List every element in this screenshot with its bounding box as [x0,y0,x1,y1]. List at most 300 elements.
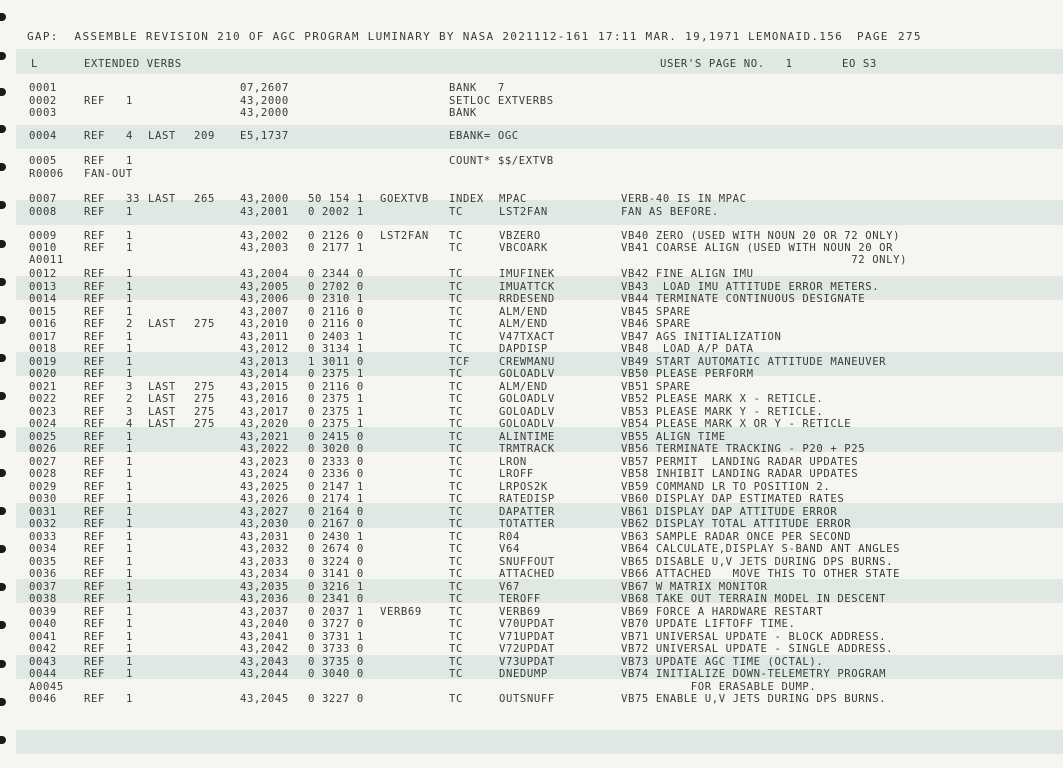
opcode: TC [449,618,463,630]
ref-label: REF [84,230,105,242]
opcode: TC [449,281,463,293]
ref-count: 1 [126,581,133,593]
address: 43,2026 [240,493,289,505]
line-number: 0043 [29,656,57,668]
address: 43,2012 [240,343,289,355]
address: 43,2010 [240,318,289,330]
address: 43,2016 [240,393,289,405]
line-number: A0045 [29,681,64,693]
comment: VERB-40 IS IN MPAC [621,193,747,205]
ref-label: REF [84,631,105,643]
ref-label: REF [84,493,105,505]
ref-label: REF [84,468,105,480]
last-label: LAST [148,381,176,393]
line-number: 0001 [29,82,57,94]
address: 43,2000 [240,193,289,205]
ref-label: REF [84,618,105,630]
octal-code: 0 2310 1 [308,293,364,305]
ref-label: REF [84,343,105,355]
opcode: TC [449,518,463,530]
comment: VB63 SAMPLE RADAR ONCE PER SECOND [621,531,852,543]
ref-count: 1 [126,481,133,493]
ref-label: REF [84,668,105,680]
comment: VB66 ATTACHED MOVE THIS TO OTHER STATE [621,568,901,580]
ref-count: 1 [126,306,133,318]
octal-code: 0 3735 0 [308,656,364,668]
line-number: 0040 [29,618,57,630]
line-number: 0022 [29,393,57,405]
address: 43,2036 [240,593,289,605]
feed-hole [0,13,6,21]
octal-code: 0 3727 0 [308,618,364,630]
line-number: 0010 [29,242,57,254]
opcode: TC [449,268,463,280]
operand: DAPDISP [499,343,548,355]
ref-count: 1 [126,606,133,618]
line-number: 0015 [29,306,57,318]
address: 43,2023 [240,456,289,468]
ref-label: REF [84,406,105,418]
last-label: LAST [148,318,176,330]
operand: TRMTRACK [499,443,555,455]
operand: V70UPDAT [499,618,555,630]
opcode: TC [449,531,463,543]
line-number: 0014 [29,293,57,305]
operand: V73UPDAT [499,656,555,668]
octal-code: 0 2116 0 [308,318,364,330]
line-number: 0035 [29,556,57,568]
line-number: 0027 [29,456,57,468]
address: 43,2045 [240,693,289,705]
feed-hole [0,736,6,744]
comment: VB74 INITIALIZE DOWN-TELEMETRY PROGRAM [621,668,887,680]
octal-code: 0 3020 0 [308,443,364,455]
last-page: 275 [194,381,215,393]
line-number: 0020 [29,368,57,380]
ref-label: REF [84,543,105,555]
ref-count: 1 [126,531,133,543]
ref-count: 1 [126,543,133,555]
line-number: 0013 [29,281,57,293]
comment: VB68 TAKE OUT TERRAIN MODEL IN DESCENT [621,593,887,605]
operand: TEROFF [499,593,541,605]
opcode: TC [449,406,463,418]
octal-code: 0 2341 0 [308,593,364,605]
address: 43,2044 [240,668,289,680]
operand: V72UPDAT [499,643,555,655]
octal-code: 0 3224 0 [308,556,364,568]
eo-label: EO S3 [842,58,877,70]
line-number: 0046 [29,693,57,705]
address: 43,2013 [240,356,289,368]
ref-count: 1 [126,431,133,443]
ref-label: REF [84,206,105,218]
octal-code: 0 2037 1 [308,606,364,618]
opcode: TC [449,643,463,655]
ref-label: REF [84,456,105,468]
octal-code: 0 3227 0 [308,693,364,705]
ref-count: 1 [126,293,133,305]
operand: ALM/END [499,318,548,330]
opcode: TC [449,456,463,468]
octal-code: 0 2002 1 [308,206,364,218]
comment: VB41 COARSE ALIGN (USED WITH NOUN 20 OR [621,242,894,254]
feed-hole [0,163,6,171]
opcode: TC [449,331,463,343]
octal-code: 0 2147 1 [308,481,364,493]
line-number: 0025 [29,431,57,443]
address: 43,2021 [240,431,289,443]
ref-label: REF [84,155,105,167]
comment: VB71 UNIVERSAL UPDATE - BLOCK ADDRESS. [621,631,887,643]
address: 43,2033 [240,556,289,568]
ref-label: REF [84,331,105,343]
tractor-feed-holes [0,0,14,768]
line-number: 0012 [29,268,57,280]
opcode: TC [449,368,463,380]
comment: VB52 PLEASE MARK X - RETICLE. [621,393,824,405]
address: 43,2006 [240,293,289,305]
comment: VB65 DISABLE U,V JETS DURING DPS BURNS. [621,556,894,568]
octal-code: 0 2174 1 [308,493,364,505]
opcode: TC [449,306,463,318]
ref-count: 1 [126,242,133,254]
opcode: TC [449,506,463,518]
ref-count: 1 [126,331,133,343]
operand: LRON [499,456,527,468]
address: 43,2017 [240,406,289,418]
octal-code: 1 3011 0 [308,356,364,368]
operand: OUTSNUFF [499,693,555,705]
feed-hole [0,621,6,629]
address: 43,2022 [240,443,289,455]
ref-label: REF [84,556,105,568]
line-number: 0024 [29,418,57,430]
operand: DNEDUMP [499,668,548,680]
address: E5,1737 [240,130,289,142]
section-title: EXTENDED VERBS [84,58,182,70]
line-number: 0033 [29,531,57,543]
ref-label: REF [84,568,105,580]
feed-hole [0,240,6,248]
comment: VB47 AGS INITIALIZATION [621,331,782,343]
opcode: INDEX [449,193,484,205]
comment: VB48 LOAD A/P DATA [621,343,754,355]
ref-count: 1 [126,631,133,643]
ref-label: REF [84,95,105,107]
line-number: A0011 [29,254,64,266]
ref-label: REF [84,318,105,330]
operand: GOLOADLV [499,406,555,418]
opcode: TC [449,543,463,555]
ref-label: REF [84,242,105,254]
address: 43,2003 [240,242,289,254]
last-page: 265 [194,193,215,205]
address: 43,2001 [240,206,289,218]
ref-count: 33 [126,193,140,205]
opcode: TC [449,242,463,254]
line-number: 0023 [29,406,57,418]
operand: LRPOS2K [499,481,548,493]
operand: SNUFFOUT [499,556,555,568]
ref-label: REF [84,381,105,393]
opcode: TC [449,381,463,393]
operand: ALM/END [499,306,548,318]
ref-count: 4 [126,130,133,142]
comment: VB49 START AUTOMATIC ATTITUDE MANEUVER [621,356,887,368]
line-number: 0044 [29,668,57,680]
line-number: 0005 [29,155,57,167]
opcode: TC [449,431,463,443]
operand: V64 [499,543,520,555]
address: 43,2027 [240,506,289,518]
operand: V47TXACT [499,331,555,343]
ref-count: 1 [126,556,133,568]
line-number: 0042 [29,643,57,655]
ref-label: REF [84,281,105,293]
line-number: 0039 [29,606,57,618]
opcode: TC [449,230,463,242]
feed-hole [0,583,6,591]
line-number: 0016 [29,318,57,330]
ref-label: REF [84,393,105,405]
address: 43,2041 [240,631,289,643]
line-number: 0041 [29,631,57,643]
last-label: LAST [148,393,176,405]
last-label: LAST [148,406,176,418]
octal-code: 50 154 1 [308,193,364,205]
line-number: 0038 [29,593,57,605]
opcode: TC [449,481,463,493]
users-page-label: USER'S PAGE NO. 1 [660,58,793,70]
comment: VB50 PLEASE PERFORM [621,368,754,380]
octal-code: 0 2126 0 [308,230,364,242]
address: 43,2011 [240,331,289,343]
opcode: TC [449,293,463,305]
line-number: 0017 [29,331,57,343]
ref-count: 1 [126,281,133,293]
opcode: BANK [449,107,477,119]
ref-label: REF [84,268,105,280]
feed-hole [0,354,6,362]
ref-label: REF [84,593,105,605]
ref-label: REF [84,606,105,618]
address: 43,2042 [240,643,289,655]
address: 43,2031 [240,531,289,543]
feed-hole [0,545,6,553]
ref-count: 1 [126,643,133,655]
ref-count: 1 [126,268,133,280]
ref-count: 1 [126,668,133,680]
opcode: TC [449,493,463,505]
operand: ALM/END [499,381,548,393]
ref-label: REF [84,356,105,368]
comment: VB75 ENABLE U,V JETS DURING DPS BURNS. [621,693,887,705]
ref-count: 1 [126,493,133,505]
last-page: 275 [194,406,215,418]
octal-code: 0 2375 1 [308,368,364,380]
octal-code: 0 2116 0 [308,381,364,393]
operand: GOLOADLV [499,393,555,405]
line-number: 0036 [29,568,57,580]
ref-label: REF [84,431,105,443]
ref-label: REF [84,368,105,380]
feed-hole [0,278,6,286]
ref-count: 3 [126,381,133,393]
last-label: LAST [148,418,176,430]
feed-hole [0,392,6,400]
operand: ALINTIME [499,431,555,443]
octal-code: 0 2167 0 [308,518,364,530]
line-number: 0037 [29,581,57,593]
ref-count: 1 [126,656,133,668]
octal-code: 0 2116 0 [308,306,364,318]
operand: IMUFINEK [499,268,555,280]
opcode: TC [449,343,463,355]
comment: VB58 INHIBIT LANDING RADAR UPDATES [621,468,859,480]
opcode: TC [449,206,463,218]
operand: LST2FAN [499,206,548,218]
comment: VB61 DISPLAY DAP ATTITUDE ERROR [621,506,838,518]
address: 43,2037 [240,606,289,618]
last-label: LAST [148,193,176,205]
last-page: 275 [194,318,215,330]
ref-label: REF [84,481,105,493]
operand: R04 [499,531,520,543]
ref-label: REF [84,293,105,305]
octal-code: 0 3040 0 [308,668,364,680]
comment: FAN AS BEFORE. [621,206,719,218]
last-page: 275 [194,393,215,405]
ref-count: 1 [126,693,133,705]
operand: VBZERO [499,230,541,242]
operand: TOTATTER [499,518,555,530]
listing-job: LEMONAID.156 [748,30,844,43]
comment: FOR ERASABLE DUMP. [621,681,817,693]
ref-count: 2 [126,393,133,405]
comment: VB57 PERMIT LANDING RADAR UPDATES [621,456,859,468]
comment: VB73 UPDATE AGC TIME (OCTAL). [621,656,824,668]
feed-hole [0,698,6,706]
feed-hole [0,430,6,438]
comment: 72 ONLY) [621,254,908,266]
comment: VB69 FORCE A HARDWARE RESTART [621,606,824,618]
ref-count: 2 [126,318,133,330]
ref-count: 1 [126,568,133,580]
line-number: 0034 [29,543,57,555]
ref-label: REF [84,306,105,318]
operand: MPAC [499,193,527,205]
line-number: 0019 [29,356,57,368]
location-label: GOEXTVB [380,193,429,205]
address: 43,2025 [240,481,289,493]
octal-code: 0 2336 0 [308,468,364,480]
col-l-label: L [31,58,38,70]
opcode: EBANK= OGC [449,130,519,142]
comment: VB44 TERMINATE CONTINUOUS DESIGNATE [621,293,866,305]
opcode: TC [449,418,463,430]
location-label: LST2FAN [380,230,429,242]
listing-timestamp: 17:11 MAR. 19,1971 [598,30,741,43]
ref-count: 1 [126,518,133,530]
operand: V67 [499,581,520,593]
octal-code: 0 2430 1 [308,531,364,543]
octal-code: 0 3216 1 [308,581,364,593]
octal-code: 0 3731 1 [308,631,364,643]
address: 43,2002 [240,230,289,242]
opcode: TC [449,468,463,480]
comment: VB72 UNIVERSAL UPDATE - SINGLE ADDRESS. [621,643,894,655]
operand: CREWMANU [499,356,555,368]
octal-code: 0 2375 1 [308,406,364,418]
operand: GOLOADLV [499,418,555,430]
line-number: 0009 [29,230,57,242]
feed-hole [0,469,6,477]
line-number: 0029 [29,481,57,493]
comment: VB64 CALCULATE,DISPLAY S-BAND ANT ANGLES [621,543,901,555]
opcode: TC [449,656,463,668]
opcode: TC [449,393,463,405]
location-label: VERB69 [380,606,422,618]
address: 43,2040 [240,618,289,630]
comment: VB43 LOAD IMU ATTITUDE ERROR METERS. [621,281,880,293]
line-number: 0030 [29,493,57,505]
comment: VB60 DISPLAY DAP ESTIMATED RATES [621,493,845,505]
opcode: COUNT* $$/EXTVB [449,155,554,167]
ref-count: 1 [126,443,133,455]
octal-code: 0 2403 1 [308,331,364,343]
operand: DAPATTER [499,506,555,518]
ref-count: 1 [126,368,133,380]
opcode: TC [449,693,463,705]
address: 43,2004 [240,268,289,280]
line-number: 0028 [29,468,57,480]
octal-code: 0 3141 0 [308,568,364,580]
line-number: 0007 [29,193,57,205]
comment: VB42 FINE ALIGN IMU [621,268,754,280]
comment: VB67 W MATRIX MONITOR [621,581,768,593]
page-label: PAGE [857,30,889,43]
ref-label: REF [84,656,105,668]
opcode: SETLOC EXTVERBS [449,95,554,107]
address: 43,2005 [240,281,289,293]
line-number: R0006 [29,168,64,180]
feed-hole [0,52,6,60]
operand: GOLOADLV [499,368,555,380]
octal-code: 0 2344 0 [308,268,364,280]
opcode: TC [449,606,463,618]
operand: LROFF [499,468,534,480]
address: 43,2024 [240,468,289,480]
opcode: TC [449,581,463,593]
feed-hole [0,660,6,668]
address: 43,2000 [240,107,289,119]
octal-code: 0 3733 0 [308,643,364,655]
address: 43,2034 [240,568,289,580]
octal-code: 0 2375 1 [308,393,364,405]
last-label: LAST [148,130,176,142]
last-page: 209 [194,130,215,142]
opcode: TC [449,568,463,580]
feed-hole [0,201,6,209]
line-number: 0026 [29,443,57,455]
operand: VBCOARK [499,242,548,254]
opcode: TC [449,631,463,643]
comment: VB62 DISPLAY TOTAL ATTITUDE ERROR [621,518,852,530]
comment: VB54 PLEASE MARK X OR Y - RETICLE [621,418,852,430]
octal-code: 0 2702 0 [308,281,364,293]
comment: VB55 ALIGN TIME [621,431,726,443]
